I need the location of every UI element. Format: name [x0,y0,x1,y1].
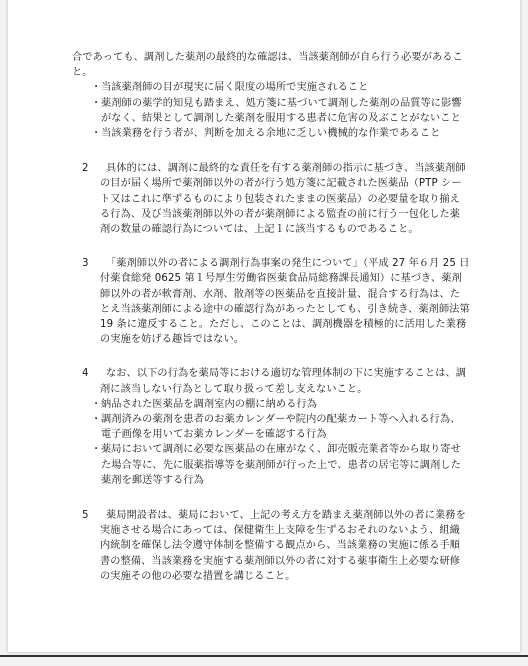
section-number: 4 [82,368,89,380]
section-text: 「薬剤師以外の者による調剤行為事案の発生について」（平成 27 年６月 25 日付薬食総発 0625 第１号厚生労働省医薬食品局総務課長通知）に基づき、薬剤師以外の者が軟膏剤、水剤、散剤等の医薬品を直接計量、混合する行為は、たとえ当該薬剤師による途中の確認行為があったとしても、引き続き、薬剤師法第 19 条に違反すること。ただし、このことは、調剤機器を積極的に活用した業務の実施を妨げる趣旨ではない。 [100,258,470,346]
section-number: 5 [82,510,89,522]
bullet-mark: ・ [91,82,102,94]
section-number: 3 [82,258,89,270]
bullet-mark: ・ [91,398,102,410]
section-4-bullet-list [72,397,470,488]
section-text: 具体的には、調剤に最終的な責任を有する薬剤師の指示に基づき、当該薬剤師の目が届く場所で薬剤師以外の者が行う処方箋に記載された医薬品（PTP シート又はこれに準ずるものにより包装されたままの医薬品）の必要量を取り揃える行為、及び当該薬剤師以外の者が薬剤師による監査の前に行う一包化した薬剤の数量の確認行為については、上記１に該当するものであること。 [100,163,466,236]
section-5 [72,508,470,584]
intro-continuation: 合であっても、調剤した薬剤の最終的な確認は、当該薬剤師が自ら行う必要があること。 [72,52,463,79]
bullet-text: 薬局において調剤に必要な医薬品の在庫がなく、卸売販売業者等から取り寄せた場合等に、先に服薬指導等を薬剤師が行った上で、患者の居宅等に調剤した薬剤を郵送等する行為 [101,444,461,486]
page-bottom-divider [0,655,528,657]
section-text: 薬局開設者は、薬局において、上記の考え方を踏まえ薬剤師以外の者に業務を実施させる場合にあっては、保健衛生上支障を生ずるおそれのないよう、組織内統制を確保し法令遵守体制を整備する観点から、当該業務の実施に係る手順書の整備、当該業務を実施する薬剤師以外の者に対する薬事衛生上必要な研修の実施その他の必要な措置を講じること。 [100,510,466,582]
bullet-mark: ・ [91,444,102,456]
list-item [72,397,470,412]
list-item [72,412,470,442]
document-page [8,0,520,652]
bullet-text: 薬剤師の薬学的知見も踏まえ、処方箋に基づいて調剤した薬剤の品質等に影響がなく、結果として調剤した薬剤を服用する患者に危害の及ぶことがないこと [101,97,462,124]
list-item [72,80,470,95]
bullet-text: 納品された医薬品を調剤室内の棚に納める行為 [101,398,318,410]
bullet-mark: ・ [91,128,102,140]
section-4 [72,366,470,396]
section-number: 2 [82,163,89,175]
list-item [72,442,470,488]
document-body [72,50,470,584]
bullet-mark: ・ [91,414,102,426]
section-text: なお、以下の行為を薬局等における適切な管理体制の下に実施することは、調剤に該当しない行為として取り扱って差し支えないこと。 [100,368,467,395]
section-2 [72,161,470,237]
bullet-text: 調剤済みの薬剤を患者のお薬カレンダーや院内の配薬カート等へ入れる行為、電子画像を用いてお薬カレンダーを確認する行為 [101,414,461,441]
bullet-text: 当該業務を行う者が、判断を加える余地に乏しい機械的な作業であること [101,128,441,140]
bullet-mark: ・ [91,97,102,109]
bullet-text: 当該薬剤師の目が現実に届く限度の場所で実施されること [101,82,369,94]
intro-bullet-list [72,80,470,141]
list-item [72,126,470,141]
section-3 [72,256,470,347]
list-item [72,96,470,126]
